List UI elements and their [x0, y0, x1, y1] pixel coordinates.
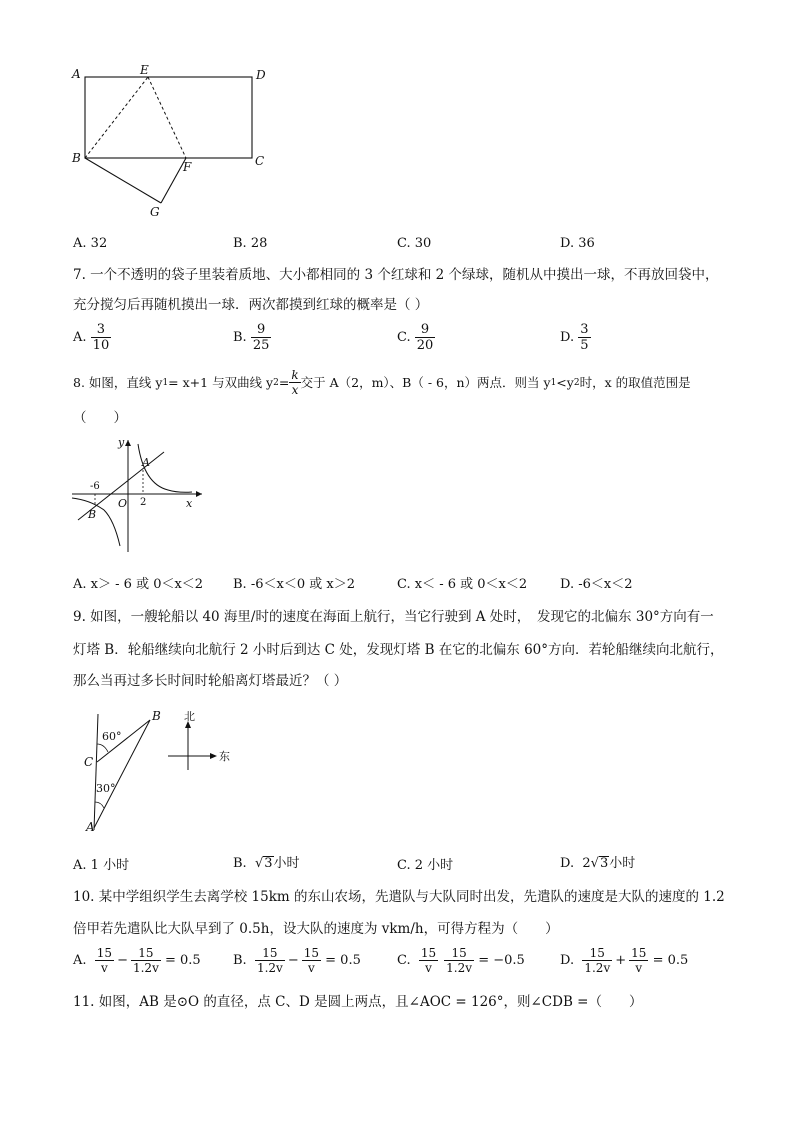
q9-option-a: A. 1 小时 [73, 858, 130, 873]
q8-option-c: C. x＜ - 6 或 0＜x＜2 [397, 577, 528, 592]
q10-line2: 倍甲若先遣队比大队早到了 0.5h，设大队的速度为 vkm/h，可得方程为（ ） [73, 921, 559, 937]
origin-label: O [118, 497, 128, 510]
q6-option-c: C. 30 [397, 236, 432, 251]
q7-option-c: C. $\frac{9}{20}$ [397, 322, 434, 353]
axis-y-label: y [118, 436, 125, 449]
north-label: 北 [184, 710, 195, 723]
label-E: E [140, 63, 149, 77]
q9-option-d: D. 2√3小时 [560, 856, 636, 871]
q6-option-a: A. 32 [73, 236, 108, 251]
point-B-label: B [152, 709, 161, 723]
q10-line1: 10. 某中学组织学生去离学校 15km 的东山农场，先遣队与大队同时出发，先遣队的速度是大队的速度的 1.2 [73, 889, 725, 905]
q11-text: 11. 如图，AB 是⊙O 的直径，点 C、D 是圆上两点，且∠AOC = 126°，则∠CDB =（ ） [73, 994, 643, 1010]
q7-option-b: B. $\frac{9}{25}$ [233, 322, 270, 353]
q9-line3: 那么当再过多长时间时轮船离灯塔最近？（ ） [73, 673, 348, 689]
axis-x-label: x [186, 497, 193, 510]
q6-option-b: B. 28 [233, 236, 268, 251]
tick-2-label: 2 [140, 497, 147, 508]
label-A: A [72, 67, 81, 81]
q10-option-c: C. $\frac{15}{v}$ $\frac{15}{1.2v}$ = −0.5 [397, 946, 525, 975]
angle-60-label: 60° [102, 730, 122, 743]
point-B-label: B [88, 508, 97, 521]
q8-line2: （ ） [73, 410, 127, 426]
label-D: D [256, 68, 266, 82]
q6-figure [60, 60, 280, 230]
q8-option-d: D. -6＜x＜2 [560, 577, 633, 592]
tick-minus6-label: -6 [90, 481, 100, 492]
q9-figure [80, 708, 250, 838]
q9-option-c: C. 2 小时 [397, 858, 454, 873]
label-G: G [150, 205, 160, 219]
angle-30-label: 30° [96, 782, 116, 795]
point-A-label: A [86, 820, 95, 834]
q9-option-b: B. √3小时 [233, 856, 300, 871]
label-B: B [72, 151, 81, 165]
q7-option-a: A. $\frac{3}{10}$ [73, 322, 110, 353]
point-A-label: A [142, 456, 150, 469]
q7-option-d: D. $\frac{3}{5}$ [560, 322, 589, 353]
q10-option-a: A. $\frac{15}{v}$ − $\frac{15}{1.2v}$ = 0.5 [73, 946, 201, 975]
label-C: C [255, 154, 265, 168]
q8-figure [68, 436, 208, 556]
q8-option-b: B. -6＜x＜0 或 x＞2 [233, 577, 355, 592]
q7-line1: 7. 一个不透明的袋子里装着质地、大小都相同的 3 个红球和 2 个绿球，随机从中摸出一球，不再放回袋中， [73, 267, 719, 283]
q10-option-d: D. $\frac{15}{1.2v}$ + $\frac{15}{v}$ = 0.5 [560, 946, 689, 975]
q8-option-a: A. x＞ - 6 或 0＜x＜2 [73, 577, 204, 592]
q6-option-d: D. 36 [560, 236, 595, 251]
q9-line1: 9. 如图，一艘轮船以 40 海里/时的速度在海面上航行，当它行驶到 A 处时， 发现它的北偏东 30°方向有一 [73, 609, 714, 625]
q9-line2: 灯塔 B．轮船继续向北航行 2 小时后到达 C 处，发现灯塔 B 在它的北偏东 60°方向．若轮船继续向北航行， [73, 642, 724, 658]
label-F: F [183, 160, 192, 174]
q10-option-b: B. $\frac{15}{1.2v}$ − $\frac{15}{v}$ = 0.5 [233, 946, 361, 975]
q8-line1: 8. 如图，直线 y 1 = x+1 与双曲线 y 2 = $\frac{k}{x}$ 交于 A（2，m）、B（ - 6，n）两点．则当 y 1 <y 2 时，x 的取值范围是 [73, 368, 691, 397]
q7-line2: 充分搅匀后再随机摸出一球．两次都摸到红球的概率是（ ） [73, 297, 429, 313]
east-label: 东 [219, 750, 230, 763]
point-C-label: C [84, 755, 94, 769]
